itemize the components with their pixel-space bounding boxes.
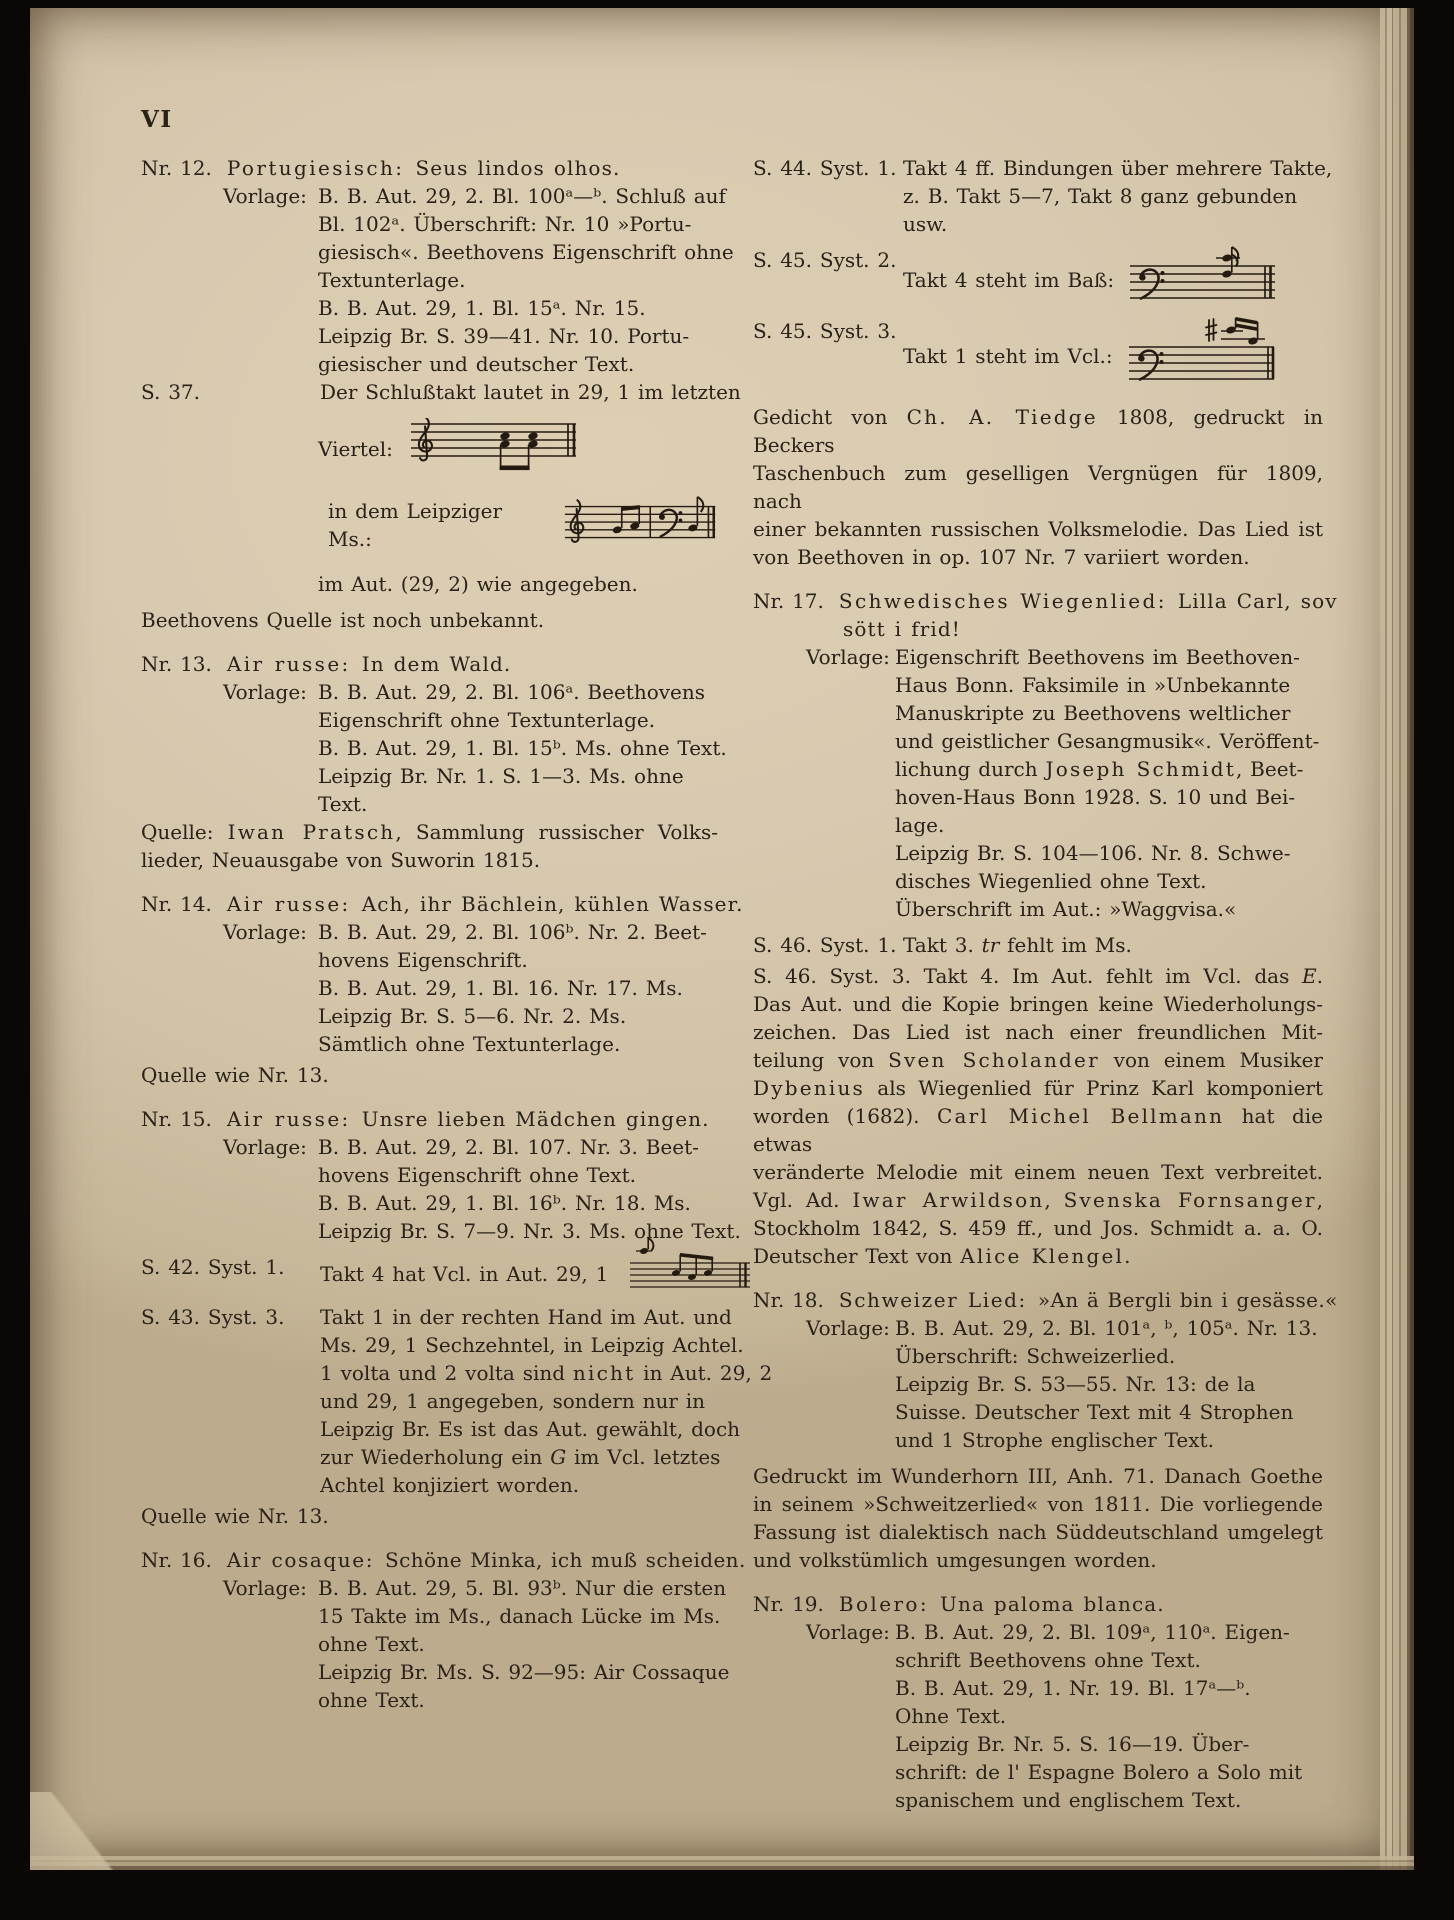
text-line: veränderte Melodie mit einem neuen Text verbreitet. (753, 1160, 1323, 1184)
entry-heading-nr17 (753, 587, 1338, 643)
text-line: 15 Takte im Ms., danach Lücke im Ms. (318, 1604, 721, 1628)
text-line: lichung durch Joseph Schmidt, Beet- (895, 757, 1304, 781)
text-line: lage. (895, 813, 945, 837)
text-line: Takt 4 ff. Bindungen über mehrere Takte, (903, 156, 1333, 180)
text-line: Leipzig Br. S. 7—9. Nr. 3. Ms. ohne Text. (318, 1219, 741, 1243)
entry-title: Unsre lieben Mädchen gingen. (361, 1107, 710, 1131)
music-line-leipziger (141, 488, 718, 562)
entry-number: Nr. 19. (753, 1592, 824, 1616)
text-line: hovens Eigenschrift. (318, 948, 528, 972)
page-edge-stack-right (1380, 8, 1414, 1870)
vorlage-label: Vorlage: (223, 1576, 307, 1600)
vorlage-block-nr16 (141, 1574, 730, 1714)
note-quelle-unbekannt: Beethovens Quelle ist noch unbekannt. (141, 608, 545, 632)
book-page (30, 8, 1414, 1870)
entry-genre: Air russe: (226, 1107, 351, 1131)
text-line: Quelle: Iwan Pratsch, Sammlung russischer Volks- (141, 820, 718, 844)
text-line: und volkstümlich umgesungen worden. (753, 1548, 1157, 1572)
margin-ref-text: Der Schlußtakt lautet in 29, 1 im letzten (320, 380, 741, 404)
text-line: Taschenbuch zum geselligen Vergnügen für 1809, nach (753, 461, 1323, 513)
entry-number: Nr. 17. (753, 589, 824, 613)
margin-page-label: S. 45. Syst. 3. (753, 319, 897, 343)
text-line: und 1 Strophe englischer Text. (895, 1428, 1214, 1452)
entry-heading-nr16 (141, 1546, 746, 1574)
text-line: giesischer und deutscher Text. (318, 352, 635, 376)
entry-number: Nr. 18. (753, 1288, 824, 1312)
right-column (753, 154, 1338, 1814)
vorlage-block-nr17 (753, 643, 1323, 923)
music-example-bass-sharp-notes (1127, 317, 1277, 395)
vorlage-lines (895, 1618, 1323, 1814)
quelle-ref-nr14: Quelle wie Nr. 13. (141, 1063, 329, 1087)
paragraph-tiedge (753, 403, 1323, 571)
entry-heading-nr19 (753, 1590, 1323, 1618)
entry-title: Schöne Minka, ich muß scheiden. (385, 1548, 746, 1572)
margin-ref-lines (903, 154, 1333, 238)
text-line: B. B. Aut. 29, 2. Bl. 100ᵃ—ᵇ. Schluß auf (318, 184, 726, 208)
text-line: Überschrift: Schweizerlied. (895, 1344, 1176, 1368)
margin-ref-lines (320, 1303, 773, 1499)
paragraph-nr17-commentary (753, 962, 1323, 1270)
margin-page-label: S. 37. (141, 380, 201, 404)
entry-title-line2: sött i frid! (843, 617, 961, 641)
text-line: Sämtlich ohne Textunterlage. (318, 1032, 621, 1056)
music-example-vcl-figure (628, 1237, 753, 1295)
text-line: einer bekannten russischen Volksmelodie. Das Lied ist (753, 517, 1323, 541)
margin-ref-text: Takt 4 steht im Baß: (903, 268, 1115, 292)
vorlage-label: Vorlage: (223, 920, 307, 944)
text-line: B. B. Aut. 29, 2. Bl. 101ᵃ, ᵇ, 105ᵃ. Nr. 13. (895, 1316, 1318, 1340)
entry-number: Nr. 14. (141, 892, 212, 916)
text-line: Überschrift im Aut.: »Waggvisa.« (895, 897, 1237, 921)
quelle-ref-nr15: Quelle wie Nr. 13. (141, 1504, 329, 1528)
text-line: Deutscher Text von Alice Klengel. (753, 1244, 1131, 1268)
text-line: Eigenschrift ohne Textunterlage. (318, 708, 656, 732)
margin-ref-s44 (753, 154, 1333, 238)
text-line: Leipzig Br. Es ist das Aut. gewählt, doch (320, 1417, 741, 1441)
text-line: Gedicht von Ch. A. Tiedge 1808, gedruckt in Beckers (753, 405, 1323, 457)
text-line: B. B. Aut. 29, 1. Bl. 16. Nr. 17. Ms. (318, 976, 683, 1000)
text-line: hovens Eigenschrift ohne Text. (318, 1163, 636, 1187)
text-line: B. B. Aut. 29, 2. Bl. 106ᵃ. Beethovens (318, 680, 706, 704)
text-line: lieder, Neuausgabe von Suworin 1815. (141, 848, 541, 872)
text-line: Haus Bonn. Faksimile in »Unbekannte (895, 673, 1291, 697)
margin-ref-s37 (141, 378, 741, 406)
text-line: Vgl. Ad. Iwar Arwildson, Svenska Fornsanger, (753, 1188, 1323, 1212)
text-line: Suisse. Deutscher Text mit 4 Strophen (895, 1400, 1294, 1424)
vorlage-block-nr18 (753, 1314, 1323, 1454)
text-line: ohne Text. (318, 1688, 425, 1712)
text-line: B. B. Aut. 29, 1. Bl. 15ᵃ. Nr. 15. (318, 296, 646, 320)
text-line: Leipzig Br. Nr. 5. S. 16—19. Über- (895, 1732, 1250, 1756)
vorlage-label: Vorlage: (223, 680, 307, 704)
vorlage-block-nr19 (753, 1618, 1323, 1814)
text-line: B. B. Aut. 29, 1. Bl. 15ᵇ. Ms. ohne Text. (318, 736, 727, 760)
text-line: S. 46. Syst. 3. Takt 4. Im Aut. fehlt im Vcl. das E. (753, 964, 1323, 988)
entry-genre: Schwedisches Wiegenlied: (838, 589, 1167, 613)
vorlage-lines (318, 1133, 741, 1245)
quelle-paragraph-nr13 (141, 818, 718, 874)
margin-page-label: S. 43. Syst. 3. (141, 1305, 285, 1329)
entry-genre: Portugiesisch: (226, 156, 405, 180)
note-im-aut: im Aut. (29, 2) wie angegeben. (318, 572, 638, 596)
music-example-treble-two-chords (409, 418, 579, 480)
text-line: giesisch«. Beethovens Eigenschrift ohne (318, 240, 734, 264)
entry-title: Ach, ihr Bächlein, kühlen Wasser. (361, 892, 744, 916)
entry-number: Nr. 13. (141, 652, 212, 676)
text-line: ohne Text. (318, 1632, 425, 1656)
vorlage-block-nr15 (141, 1133, 741, 1245)
text-line: zeichen. Das Lied ist nach einer freundlichen Mit- (753, 1020, 1323, 1044)
margin-ref-s45-syst2 (753, 246, 1323, 314)
text-line: Achtel konjiziert worden. (320, 1473, 580, 1497)
text-line: zur Wiederholung ein G im Vcl. letztes (320, 1445, 721, 1469)
text-line: spanischem und englischem Text. (895, 1788, 1242, 1812)
text-line: B. B. Aut. 29, 2. Bl. 107. Nr. 3. Beet- (318, 1135, 699, 1159)
entry-genre: Bolero: (838, 1592, 930, 1616)
text-line: und geistlicher Gesangmusik«. Veröffent- (895, 729, 1320, 753)
text-line: schrift Beethovens ohne Text. (895, 1648, 1201, 1672)
paragraph-nr18-commentary (753, 1462, 1323, 1574)
text-line: hoven-Haus Bonn 1928. S. 10 und Bei- (895, 785, 1296, 809)
text-line: Leipzig Br. S. 53—55. Nr. 13: de la (895, 1372, 1256, 1396)
vorlage-block-nr12 (141, 182, 734, 378)
entry-title: »An ä Bergli bin i gesässe.« (1037, 1288, 1338, 1312)
text-line: B. B. Aut. 29, 5. Bl. 93ᵇ. Nur die ersten (318, 1576, 727, 1600)
music-caption: Viertel: (318, 437, 393, 461)
text-line: worden (1682). Carl Michel Bellmann hat die etwas (753, 1104, 1323, 1156)
vorlage-label: Vorlage: (806, 1316, 890, 1340)
left-column (141, 154, 773, 1714)
entry-genre: Air russe: (226, 892, 351, 916)
margin-page-label: S. 46. Syst. 1. (753, 933, 897, 957)
margin-ref-s42 (141, 1253, 718, 1295)
vorlage-block-nr14 (141, 918, 718, 1058)
vorlage-block-nr13 (141, 678, 727, 818)
entry-genre: Air russe: (226, 652, 351, 676)
entry-title: Lilla Carl, sov (1177, 589, 1338, 613)
vorlage-label: Vorlage: (806, 645, 890, 669)
text-line: Gedruckt im Wunderhorn III, Anh. 71. Danach Goethe (753, 1464, 1323, 1488)
text-line: Leipzig Br. Nr. 1. S. 1—3. Ms. ohne (318, 764, 684, 788)
entry-genre: Schweizer Lied: (838, 1288, 1027, 1312)
entry-heading-nr12 (141, 154, 718, 182)
text-line: Fassung ist dialektisch nach Süddeutschland umgelegt (753, 1520, 1323, 1544)
text-line: z. B. Takt 5—7, Takt 8 ganz gebunden (903, 184, 1298, 208)
music-line-viertel (141, 418, 718, 480)
vorlage-label: Vorlage: (223, 1135, 307, 1159)
text-line: 1 volta und 2 volta sind nicht in Aut. 29, 2 (320, 1361, 773, 1385)
text-line: Stockholm 1842, S. 459 ff., und Jos. Schmidt a. a. O. (753, 1216, 1323, 1240)
margin-ref-text: Takt 3. tr fehlt im Ms. (903, 933, 1132, 957)
vorlage-lines (895, 1314, 1323, 1454)
text-line: Manuskripte zu Beethovens weltlicher (895, 701, 1291, 725)
text-line: B. B. Aut. 29, 2. Bl. 109ᵃ, 110ᵃ. Eigen- (895, 1620, 1290, 1644)
entry-number: Nr. 12. (141, 156, 212, 180)
vorlage-label: Vorlage: (806, 1620, 890, 1644)
vorlage-lines (318, 182, 734, 378)
entry-title: Una paloma blanca. (940, 1592, 1165, 1616)
text-line: Bl. 102ᵃ. Überschrift: Nr. 10 »Portu- (318, 212, 692, 236)
margin-ref-s43 (141, 1303, 773, 1499)
text-line: Ohne Text. (895, 1704, 1007, 1728)
entry-number: Nr. 15. (141, 1107, 212, 1131)
text-line: und 29, 1 angegeben, sondern nur in (320, 1389, 706, 1413)
page-edge-stack-bottom (30, 1856, 1414, 1870)
text-line: disches Wiegenlied ohne Text. (895, 869, 1207, 893)
vorlage-lines (318, 678, 727, 818)
vorlage-lines (318, 1574, 730, 1714)
vorlage-lines (895, 643, 1323, 923)
text-line: Text. (318, 792, 368, 816)
music-example-bass-chord (1128, 246, 1278, 314)
vorlage-label: Vorlage: (223, 184, 307, 208)
text-line: Leipzig Br. S. 5—6. Nr. 2. Ms. (318, 1004, 627, 1028)
margin-ref-s45-syst3 (753, 317, 1323, 395)
text-line: B. B. Aut. 29, 2. Bl. 106ᵇ. Nr. 2. Beet- (318, 920, 707, 944)
entry-title: Seus lindos olhos. (415, 156, 621, 180)
margin-ref-text: Takt 1 steht im Vcl.: (903, 344, 1113, 368)
entry-heading-nr14 (141, 890, 744, 918)
music-caption: in dem Leipziger Ms.: (328, 499, 503, 551)
text-line: Ms. 29, 1 Sechzehntel, in Leipzig Achtel. (320, 1333, 744, 1357)
text-line: usw. (903, 212, 948, 236)
entry-heading-nr18 (753, 1286, 1338, 1314)
page-number: VI (141, 106, 173, 133)
text-line: Leipzig Br. Ms. S. 92—95: Air Cossaque (318, 1660, 730, 1684)
text-line: Dybenius als Wiegenlied für Prinz Karl komponiert (753, 1076, 1323, 1100)
entry-number: Nr. 16. (141, 1548, 212, 1572)
page-corner-curl (30, 1792, 180, 1870)
text-line: Leipzig Br. S. 104—106. Nr. 8. Schwe- (895, 841, 1291, 865)
margin-ref-s46-syst1 (753, 931, 1323, 959)
text-line: Leipzig Br. S. 39—41. Nr. 10. Portu- (318, 324, 690, 348)
margin-page-label: S. 45. Syst. 2. (753, 248, 897, 272)
text-line: schrift: de l' Espagne Bolero a Solo mit (895, 1760, 1303, 1784)
text-line: Textunterlage. (318, 268, 466, 292)
music-example-treble-bass-transition (563, 488, 718, 562)
text-line: von Beethoven in op. 107 Nr. 7 variiert worden. (753, 545, 1250, 569)
entry-title: In dem Wald. (361, 652, 512, 676)
margin-ref-text: Takt 4 hat Vcl. in Aut. 29, 1 (320, 1262, 609, 1286)
entry-genre: Air cosaque: (226, 1548, 375, 1572)
text-line: Takt 1 in der rechten Hand im Aut. und (320, 1305, 732, 1329)
text-line: Eigenschrift Beethovens im Beethoven- (895, 645, 1300, 669)
entry-heading-nr15 (141, 1105, 718, 1133)
text-line: Das Aut. und die Kopie bringen keine Wiederholungs- (753, 992, 1323, 1016)
text-line: in seinem »Schweitzerlied« von 1811. Die vorliegende (753, 1492, 1323, 1516)
entry-heading-nr13 (141, 650, 718, 678)
margin-page-label: S. 44. Syst. 1. (753, 156, 897, 180)
vorlage-lines (318, 918, 718, 1058)
text-line: B. B. Aut. 29, 1. Bl. 16ᵇ. Nr. 18. Ms. (318, 1191, 691, 1215)
text-line: teilung von Sven Scholander von einem Musiker (753, 1048, 1323, 1072)
margin-page-label: S. 42. Syst. 1. (141, 1255, 285, 1279)
text-line: B. B. Aut. 29, 1. Nr. 19. Bl. 17ᵃ—ᵇ. (895, 1676, 1251, 1700)
